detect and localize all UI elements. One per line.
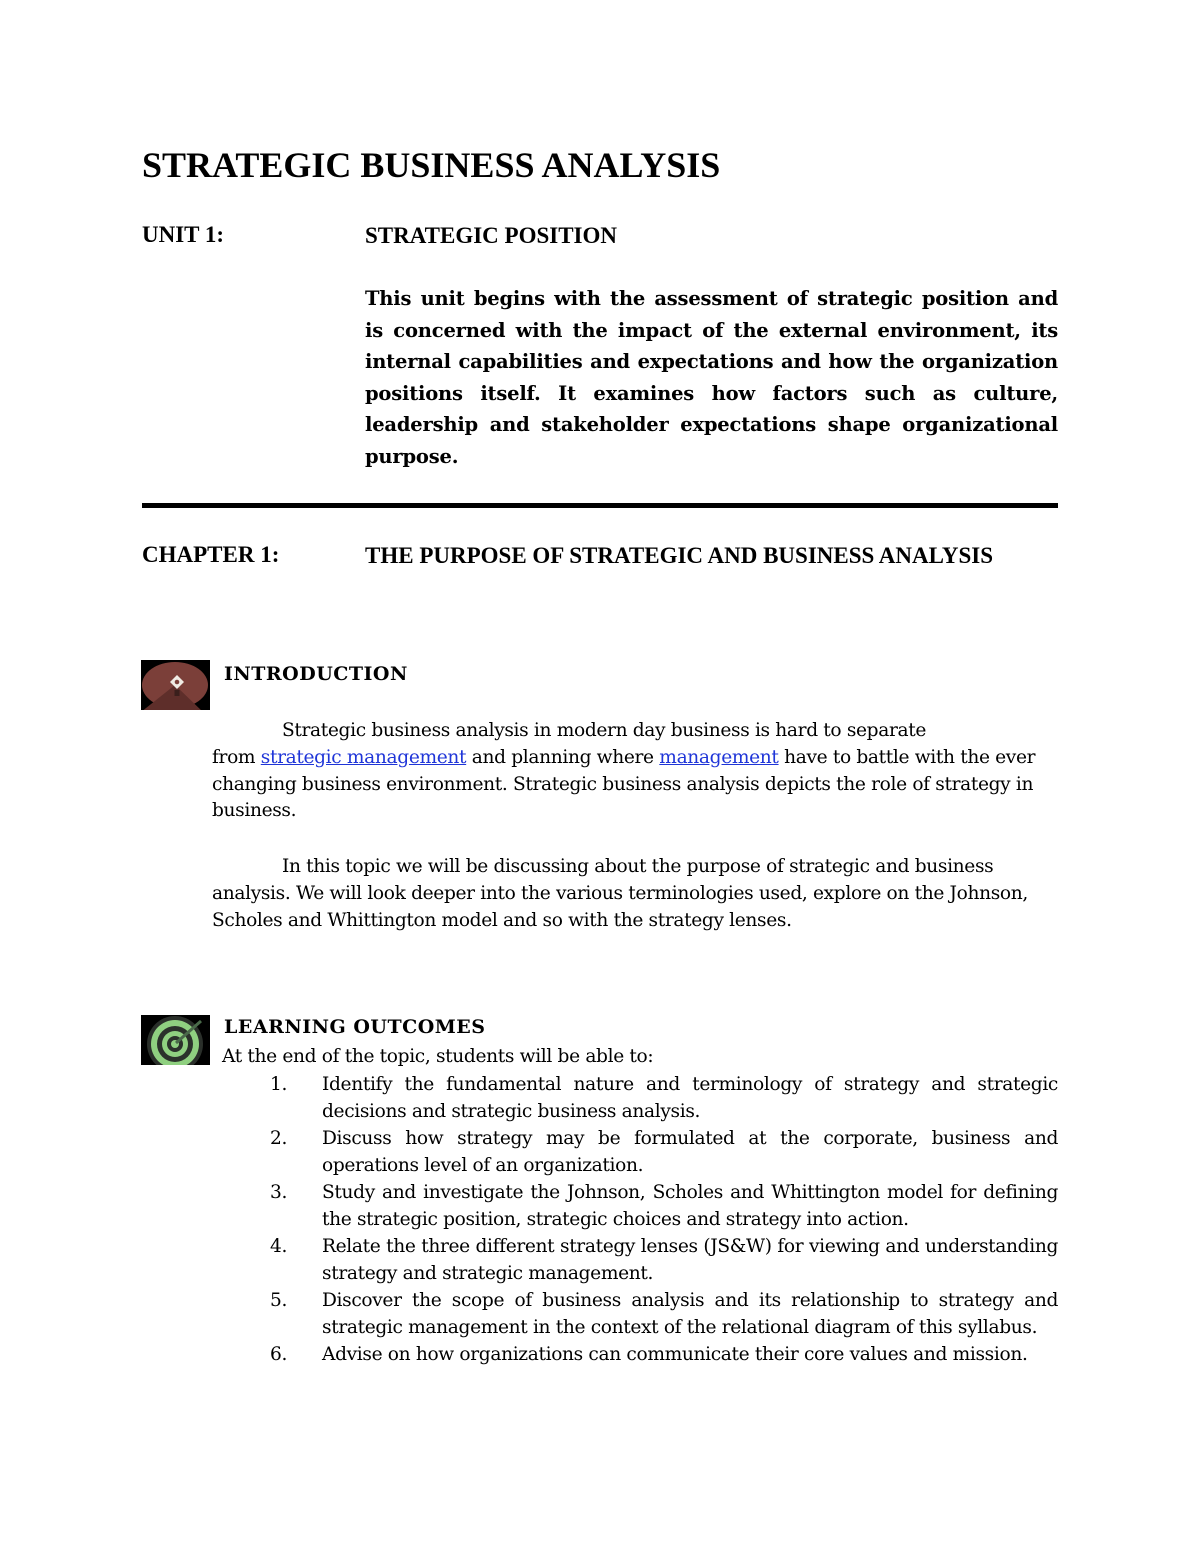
section-divider <box>142 503 1058 508</box>
list-item <box>222 1071 1058 1125</box>
unit-title: STRATEGIC POSITION <box>365 223 618 248</box>
intro-text-middle: and planning where <box>466 746 660 768</box>
list-item-text: Discuss how strategy may be formulated at the corporate, business and operations level of an organization. <box>322 1128 1058 1176</box>
unit-description: This unit begins with the assessment of strategic position and is concerned with the impact of the external environment, its internal capabilities and expectations and how the organization positions itself. It examines how factors such as culture, leadership and stakeholder expectations shape organizational purpose. <box>365 287 1058 468</box>
learning-outcomes-lead: At the end of the topic, students will be able to: <box>222 1046 654 1067</box>
list-item-number: 5. <box>270 1290 288 1311</box>
list-item-text: Study and investigate the Johnson, Scholes and Whittington model for defining the strategic position, strategic choices and strategy into action. <box>322 1182 1058 1230</box>
list-item-number: 4. <box>270 1236 288 1257</box>
list-item-number: 6. <box>270 1344 288 1365</box>
list-item-number: 1. <box>270 1074 288 1095</box>
document-title: STRATEGIC BUSINESS ANALYSIS <box>142 145 721 185</box>
introduction-paragraph-1 <box>212 718 1058 825</box>
list-item <box>222 1287 1058 1341</box>
list-item-text: Advise on how organizations can communicate their core values and mission. <box>322 1344 1028 1365</box>
compass-pen-icon <box>141 660 210 710</box>
unit-label: UNIT 1: <box>142 222 225 247</box>
chapter-label: CHAPTER 1: <box>142 542 280 567</box>
list-item <box>222 1179 1058 1233</box>
list-item <box>222 1341 1058 1368</box>
learning-outcomes-heading: LEARNING OUTCOMES <box>224 1016 486 1038</box>
list-item-number: 2. <box>270 1128 288 1149</box>
target-icon <box>141 1015 210 1065</box>
intro-text-paragraph-2: In this topic we will be discussing about the purpose of strategic and business analysis. We will look deeper into the various terminologies used, explore on the Johnson, Scholes and Whittington model and so with the strategy lenses. <box>212 856 1028 931</box>
intro-text-line1: Strategic business analysis in modern day business is hard to separate <box>282 720 927 741</box>
list-item-number: 3. <box>270 1182 288 1203</box>
list-item-text: Relate the three different strategy lenses (JS&W) for viewing and understanding strategy and strategic management. <box>322 1236 1058 1284</box>
list-item-text: Identify the fundamental nature and terminology of strategy and strategic decisions and strategic business analysis. <box>322 1074 1058 1122</box>
chapter-title: THE PURPOSE OF STRATEGIC AND BUSINESS ANALYSIS <box>365 543 993 568</box>
list-item <box>222 1125 1058 1179</box>
strategic-management-link[interactable]: strategic management <box>260 746 467 768</box>
list-item <box>222 1233 1058 1287</box>
intro-text-from: from <box>212 746 261 768</box>
list-item-text: Discover the scope of business analysis and its relationship to strategy and strategic management in the context of the relational diagram of this syllabus. <box>322 1290 1058 1338</box>
learning-outcomes-list <box>222 1071 1058 1368</box>
introduction-paragraph-2 <box>212 854 1058 934</box>
introduction-heading: INTRODUCTION <box>224 663 408 685</box>
intro-text-rest: have to battle with the ever changing business environment. Strategic business analysis depicts the role of strategy in business. <box>212 746 1036 822</box>
management-link[interactable]: management <box>659 746 779 768</box>
